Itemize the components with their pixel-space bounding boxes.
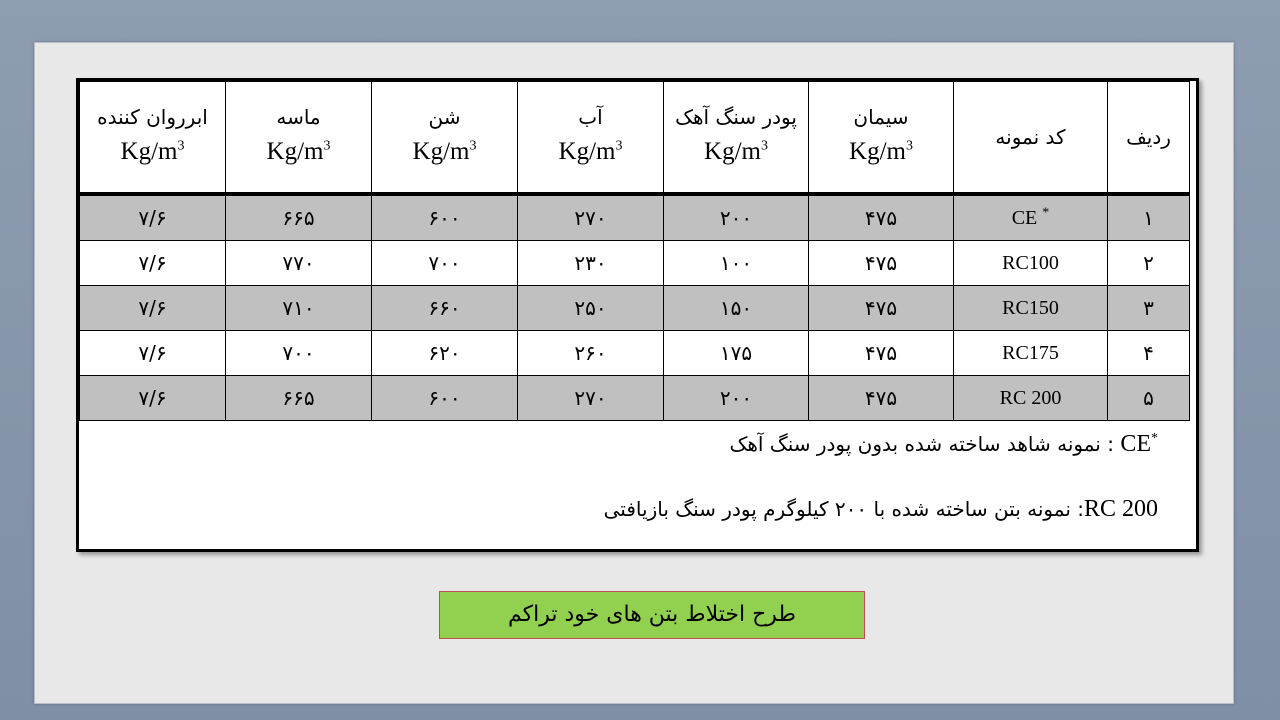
header-water: آب $Kg/m^3$ [518,82,664,195]
table-header-row [80,82,1190,195]
cell-radif: ۴ [1108,331,1190,376]
mix-design-table [79,81,1190,421]
cell-radif: ۵ [1108,376,1190,421]
table-row [80,194,1190,241]
slide-caption: طرح اختلاط بتن های خود تراکم [439,591,865,639]
cell-water: ۲۶۰ [518,331,664,376]
table-row [80,376,1190,421]
cell-sample-code: RC 200 [954,376,1108,421]
cell-sand: ۷۰۰ [226,331,372,376]
header-cement: سیمان $Kg/m^3$ [809,82,954,195]
table-row [80,286,1190,331]
cell-cement: ۴۷۵ [809,331,954,376]
cell-limestone-powder: ۱۰۰ [664,241,809,286]
cell-gravel: ۶۲۰ [372,331,518,376]
footnote-rc200: RC 200: نمونه بتن ساخته شده با ۲۰۰ کیلوگرم پودر سنگ بازیافتی [603,496,1158,522]
cell-superplasticizer: ۷/۶ [80,331,226,376]
cell-sand: ۶۶۵ [226,194,372,241]
table-row [80,331,1190,376]
footnote-ce: CE* : نمونه شاهد ساخته شده بدون پودر سنگ آهک [729,431,1158,457]
cell-radif: ۲ [1108,241,1190,286]
cell-water: ۲۷۰ [518,376,664,421]
cell-radif: ۱ [1108,194,1190,241]
cell-sample-code: CE * [954,194,1108,241]
cell-limestone-powder: ۱۷۵ [664,331,809,376]
cell-cement: ۴۷۵ [809,241,954,286]
cell-water: ۲۷۰ [518,194,664,241]
header-radif: ردیف [1108,82,1190,195]
cell-water: ۲۳۰ [518,241,664,286]
cell-sand: ۷۷۰ [226,241,372,286]
cell-gravel: ۷۰۰ [372,241,518,286]
cell-sand: ۶۶۵ [226,376,372,421]
cell-gravel: ۶۰۰ [372,194,518,241]
cell-sand: ۷۱۰ [226,286,372,331]
header-limestone-powder: پودر سنگ آهک $Kg/m^3$ [664,82,809,195]
cell-limestone-powder: ۱۵۰ [664,286,809,331]
header-sample-code: کد نمونه [954,82,1108,195]
cell-limestone-powder: ۲۰۰ [664,376,809,421]
cell-superplasticizer: ۷/۶ [80,376,226,421]
cell-radif: ۳ [1108,286,1190,331]
cell-gravel: ۶۶۰ [372,286,518,331]
cell-sample-code: RC175 [954,331,1108,376]
cell-cement: ۴۷۵ [809,376,954,421]
header-superplasticizer: ابرروان کننده $Kg/m^3$ [80,82,226,195]
cell-sample-code: RC100 [954,241,1108,286]
cell-water: ۲۵۰ [518,286,664,331]
cell-sample-code: RC150 [954,286,1108,331]
cell-superplasticizer: ۷/۶ [80,194,226,241]
header-sand: ماسه $Kg/m^3$ [226,82,372,195]
table-footnotes [604,431,1158,523]
cell-cement: ۴۷۵ [809,286,954,331]
table-row [80,241,1190,286]
cell-cement: ۴۷۵ [809,194,954,241]
cell-superplasticizer: ۷/۶ [80,286,226,331]
slide [34,42,1234,704]
cell-limestone-powder: ۲۰۰ [664,194,809,241]
cell-superplasticizer: ۷/۶ [80,241,226,286]
cell-gravel: ۶۰۰ [372,376,518,421]
mix-design-table-box [76,78,1199,552]
header-gravel: شن $Kg/m^3$ [372,82,518,195]
